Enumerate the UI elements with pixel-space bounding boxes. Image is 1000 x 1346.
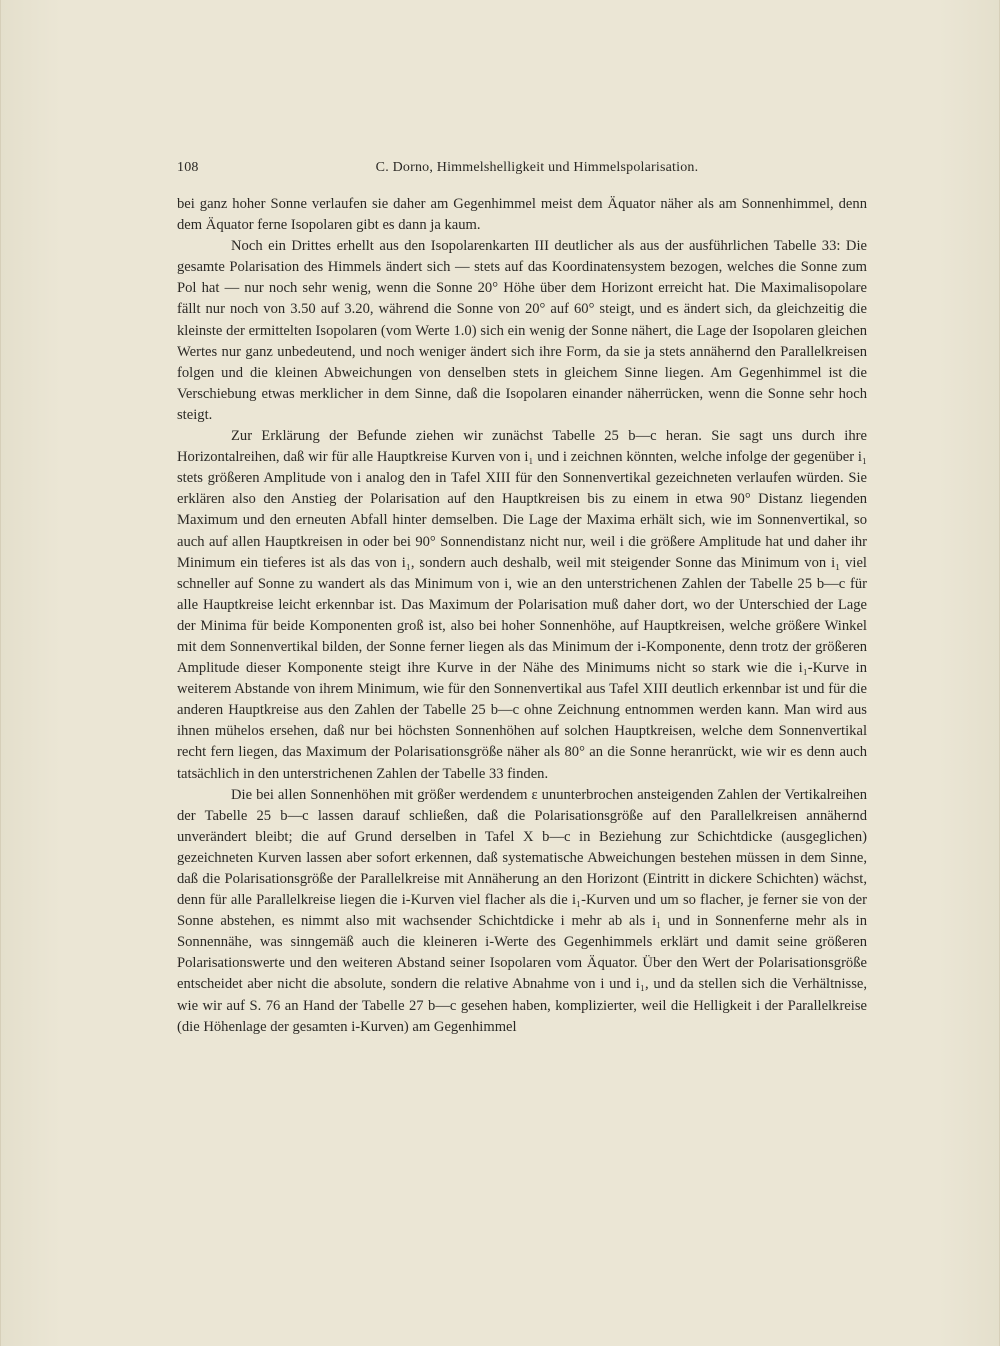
paragraph-3: Zur Erklärung der Befunde ziehen wir zunächst Tabelle 25 b—c heran. Sie sagt uns durch ihre Horizontalreihen, daß wir für alle Hauptkreise Kurven von i₁ und i zeichnen könnten, welche infolge der gegenüber i₁ stets größeren Amplitude von i analog den in Tafel XIII für den Sonnenvertikal gezeichneten verlaufen würden. Sie erklären also den Anstieg der Polarisation auf den Hauptkreisen bis zu einem in etwa 90° Distanz liegenden Maximum und den erneuten Abfall hinter demselben. Die Lage der Maxima erhält sich, wie im Sonnenvertikal, so auch auf allen Hauptkreisen in oder bei 90° Sonnendistanz nicht nur, weil i die größere Amplitude hat und daher ihr Minimum ein tieferes ist als das von i₁, sondern auch deshalb, weil mit steigender Sonne das Minimum von i₁ viel schneller auf Sonne zu wandert als das Minimum von i, wie an den unterstrichenen Zahlen der Tabelle 25 b—c für alle Hauptkreise leicht erkennbar ist. Das Maximum der Polarisation muß daher dort, wo der Unterschied der Lage der Minima für beide Komponenten groß ist, also bei hoher Sonnenhöhe, auf Hauptkreisen, welche größere Winkel mit dem Sonnenvertikal bilden, der Sonne ferner liegen als das Minimum der i-Komponente, denn trotz der größeren Amplitude dieser Komponente steigt ihre Kurve in der Nähe des Minimums nicht so stark wie die i₁-Kurve in weiterem Abstande von ihrem Minimum, wie für den Sonnenvertikal aus Tafel XIII deutlich erkennbar ist und für die anderen Hauptkreise aus den Zahlen der Tabelle 25 b—c ohne Zeichnung entnommen werden kann. Man wird aus ihnen mühelos ersehen, daß nur bei höchsten Sonnenhöhen auf solchen Hauptkreisen, welche dem Sonnenvertikal recht fern liegen, das Maximum der Polarisationsgröße näher als 80° an die Sonne heranrückt, wie wir es denn auch tatsächlich in den unterstrichenen Zahlen der Tabelle 33 finden. [177,428,867,782]
paragraph-1: bei ganz hoher Sonne verlaufen sie daher am Gegenhimmel meist dem Äquator näher als am Sonnenhimmel, denn dem Äquator ferne Isopolaren gibt es dann ja kaum. [177,196,867,234]
page-header [177,160,867,180]
paragraph-4: Die bei allen Sonnenhöhen mit größer werdendem ε ununterbrochen ansteigenden Zahlen der Vertikalreihen der Tabelle 25 b—c lassen darauf schließen, daß die Polarisationsgröße auf den Parallelkreisen annähernd unverändert bleibt; die auf Grund derselben in Tafel X b—c in Beziehung zur Schichtdicke (ausgeglichen) gezeichneten Kurven lassen aber sofort erkennen, daß systematische Abweichungen bestehen müssen in dem Sinne, daß die Polarisationsgröße der Parallelkreise mit Annäherung an den Horizont (Eintritt in dickere Schichten) wächst, denn für alle Parallelkreise liegen die i-Kurven viel flacher als die i₁-Kurven und um so flacher, je ferner sie von der Sonne abstehen, es nimmt also mit wachsender Schichtdicke i mehr ab als i₁ und in Sonnenferne mehr als in Sonnennähe, was sinngemäß auch die kleineren i-Werte des Gegenhimmels erklärt und damit seine größeren Polarisationswerte und den weiteren Abstand seiner Isopolaren vom Äquator. Über den Wert der Polarisationsgröße entscheidet aber nicht die absolute, sondern die relative Abnahme von i und i₁, und da stellen sich die Verhältnisse, wie wir auf S. 76 an Hand der Tabelle 27 b—c gesehen haben, komplizierter, weil die Helligkeit i der Parallelkreise (die Höhenlage der gesamten i-Kurven) am Gegenhimmel [177,786,867,1035]
body-text [177,194,867,1038]
page-number: 108 [177,160,199,175]
running-title: C. Dorno, Himmelshelligkeit und Himmelspolarisation. [375,160,699,175]
paragraph-2: Noch ein Drittes erhellt aus den Isopolarenkarten III deutlicher als aus der ausführlichen Tabelle 33: Die gesamte Polarisation des Himmels ändert sich — stets auf das Koordinatensystem bezogen, welches die Sonne zum Pol hat — nur noch sehr wenig, wenn die Sonne 20° Höhe über dem Horizont erreicht hat. Die Maximalisopolare fällt nur noch von 3.50 auf 3.20, während die Sonne von 20° auf 60° steigt, und es ändert sich, da gleichzeitig die kleinste der ermittelten Isopolaren (vom Werte 1.0) sich ein wenig der Sonne nähert, die Lage der Isopolaren gleichen Wertes nur ganz unbedeutend, und noch weniger ändert sich ihre Form, da sie ja stets annähernd den Parallelkreisen folgen und die kleinen Abweichungen von denselben stets in gleichem Sinne liegen. Am Gegenhimmel ist die Verschiebung etwas merklicher in dem Sinne, daß die Isopolaren einander näherrücken, wenn die Sonne sehr hoch steigt. [177,238,867,423]
